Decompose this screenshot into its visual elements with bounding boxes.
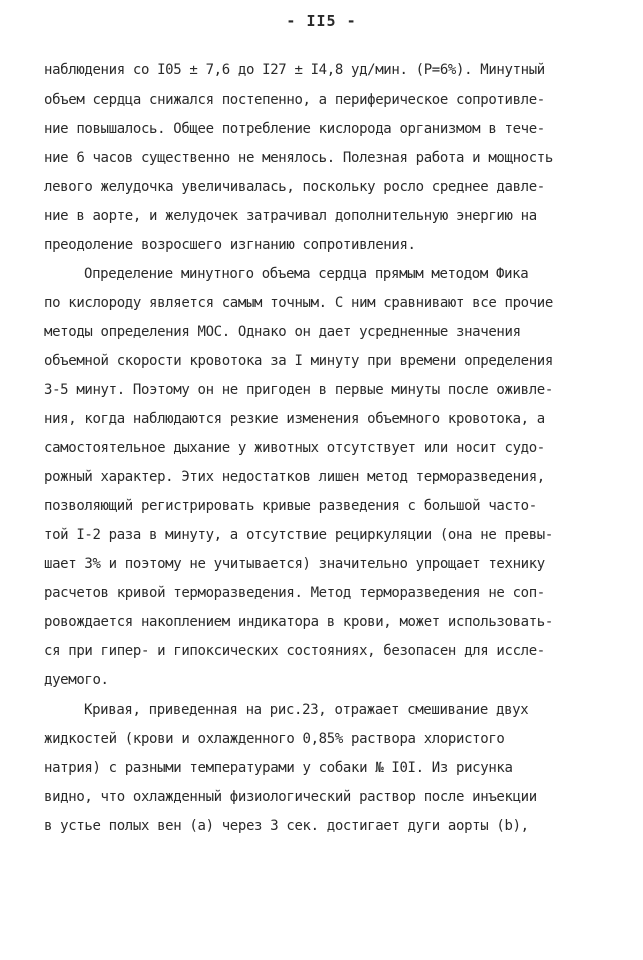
text-line: натрия) с разными температурами у собаки № I0I. Из рисунка bbox=[44, 760, 513, 776]
text-line: дуемого. bbox=[44, 672, 109, 688]
text-line: в устье полых вен (а) через 3 сек. достигает дуги аорты (b), bbox=[44, 818, 529, 834]
text-line: методы определения МОС. Однако он дает усредненные значения bbox=[44, 324, 521, 340]
text-line: по кислороду является самым точным. С ним сравнивают все прочие bbox=[44, 295, 553, 311]
text-line: Определение минутного объема сердца прямым методом Фика bbox=[84, 266, 529, 282]
page-number: - II5 - bbox=[286, 12, 357, 30]
text-line: объемной скорости кровотока за I минуту при времени определения bbox=[44, 353, 553, 369]
text-line: преодоление возросшего изгнанию сопротивления. bbox=[44, 237, 416, 253]
text-line: видно, что охлажденный физиологический раствор после инъекции bbox=[44, 789, 537, 805]
text-line: ние в аорте, и желудочек затрачивал дополнительную энергию на bbox=[44, 208, 537, 224]
text-line: левого желудочка увеличивалась, поскольку росло среднее давле- bbox=[44, 179, 545, 195]
text-line: ния, когда наблюдаются резкие изменения объемного кровотока, а bbox=[44, 411, 545, 427]
text-line: жидкостей (крови и охлажденного 0,85% раствора хлористого bbox=[44, 731, 505, 747]
text-line: ние повышалось. Общее потребление кислорода организмом в тече- bbox=[44, 121, 545, 137]
text-line: ние 6 часов существенно не менялось. Полезная работа и мощность bbox=[44, 150, 553, 166]
text-line: наблюдения со I05 ± 7,6 до I27 ± I4,8 уд/мин. (Р=6%). Минутный bbox=[44, 62, 545, 78]
text-line: Кривая, приведенная на рис.23, отражает смешивание двух bbox=[84, 702, 529, 718]
text-line: той I-2 раза в минуту, а отсутствие рециркуляции (она не превы- bbox=[44, 527, 553, 543]
text-line: шает 3% и поэтому не учитывается) значительно упрощает технику bbox=[44, 556, 545, 572]
text-line: позволяющий регистрировать кривые разведения с большой часто- bbox=[44, 498, 537, 514]
text-line: ся при гипер- и гипоксических состояниях, безопасен для иссле- bbox=[44, 643, 545, 659]
text-line: ровождается накоплением индикатора в крови, может использовать- bbox=[44, 614, 553, 630]
text-line: расчетов кривой терморазведения. Метод терморазведения не соп- bbox=[44, 585, 545, 601]
text-line: 3-5 минут. Поэтому он не пригоден в первые минуты после оживле- bbox=[44, 382, 553, 398]
text-line: самостоятельное дыхание у животных отсутствует или носит судо- bbox=[44, 440, 545, 456]
text-line: объем сердца снижался постепенно, а периферическое сопротивле- bbox=[44, 92, 545, 108]
text-line: рожный характер. Этих недостатков лишен метод терморазведения, bbox=[44, 469, 545, 485]
